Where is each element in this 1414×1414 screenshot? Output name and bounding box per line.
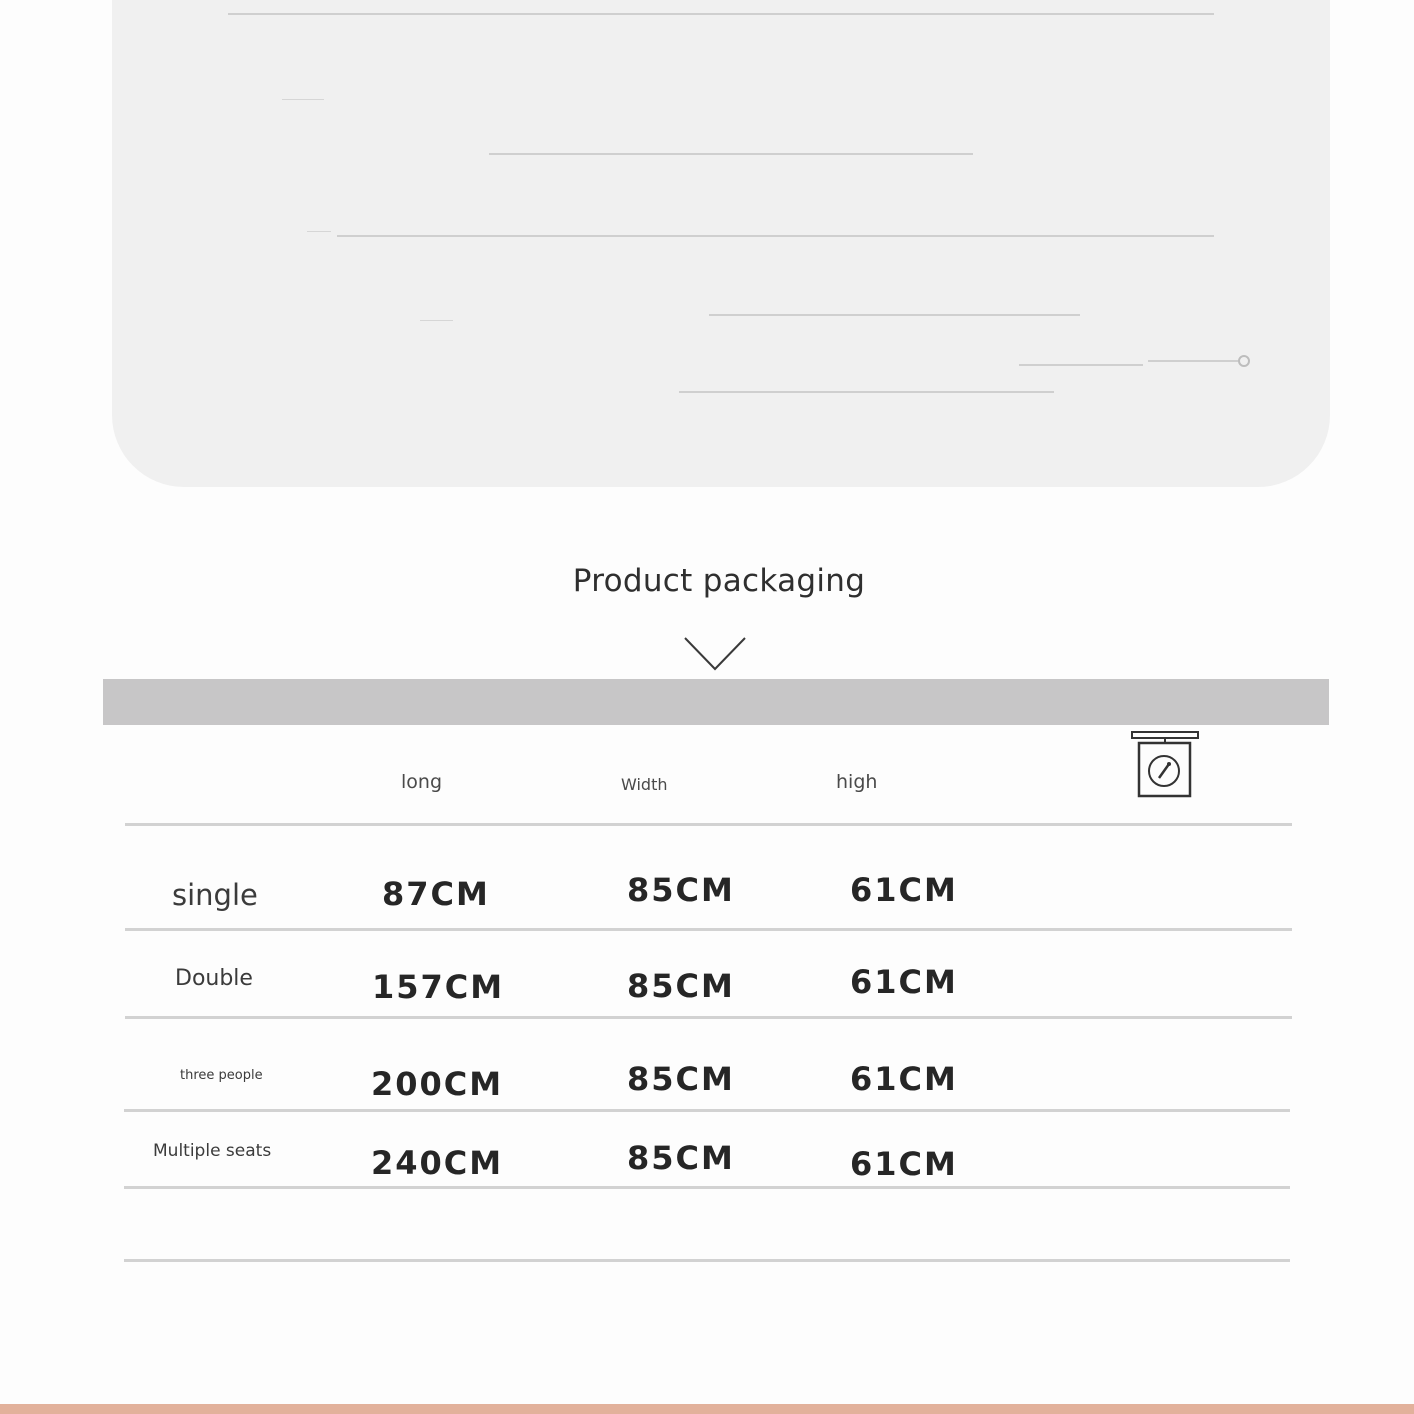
row-label-multiple-seats: Multiple seats (153, 1141, 272, 1161)
column-header-long: long (401, 771, 443, 793)
row-label-single: single (172, 878, 258, 912)
table-rule (124, 1109, 1290, 1112)
cell-width: 85CM (627, 871, 735, 909)
cell-high: 61CM (850, 871, 958, 909)
divider (228, 13, 1214, 15)
table-rule (125, 928, 1292, 931)
faded-diagram-panel (112, 0, 1330, 487)
divider (420, 320, 453, 321)
endpoint-marker (1238, 355, 1250, 367)
cell-long: 200CM (371, 1065, 504, 1103)
divider (1019, 364, 1143, 366)
cell-width: 85CM (627, 1139, 735, 1177)
table-header-band (103, 679, 1329, 725)
cell-high: 61CM (850, 1060, 958, 1098)
table-rule (125, 1016, 1292, 1019)
divider (307, 231, 331, 232)
divider (337, 235, 1214, 237)
cell-high: 61CM (850, 1145, 958, 1183)
row-label-three-people: three people (180, 1068, 263, 1083)
divider (1148, 360, 1238, 362)
chevron-down-icon (684, 636, 746, 672)
cell-long: 157CM (372, 968, 505, 1006)
column-header-width: Width (621, 775, 668, 794)
table-rule (125, 823, 1292, 826)
column-header-high: high (836, 771, 878, 793)
table-rule (124, 1259, 1290, 1262)
divider (489, 153, 973, 155)
cell-long: 240CM (371, 1144, 504, 1182)
table-rule (124, 1186, 1290, 1189)
divider (679, 391, 1054, 393)
cell-width: 85CM (627, 967, 735, 1005)
row-label-double: Double (175, 966, 253, 991)
divider (709, 314, 1080, 316)
section-title: Product packaging (572, 563, 866, 599)
accent-strip (0, 1404, 1414, 1414)
divider (282, 99, 324, 100)
cell-width: 85CM (627, 1060, 735, 1098)
cell-long: 87CM (382, 875, 490, 913)
cell-high: 61CM (850, 963, 958, 1001)
weighing-scale-icon (1130, 730, 1202, 800)
